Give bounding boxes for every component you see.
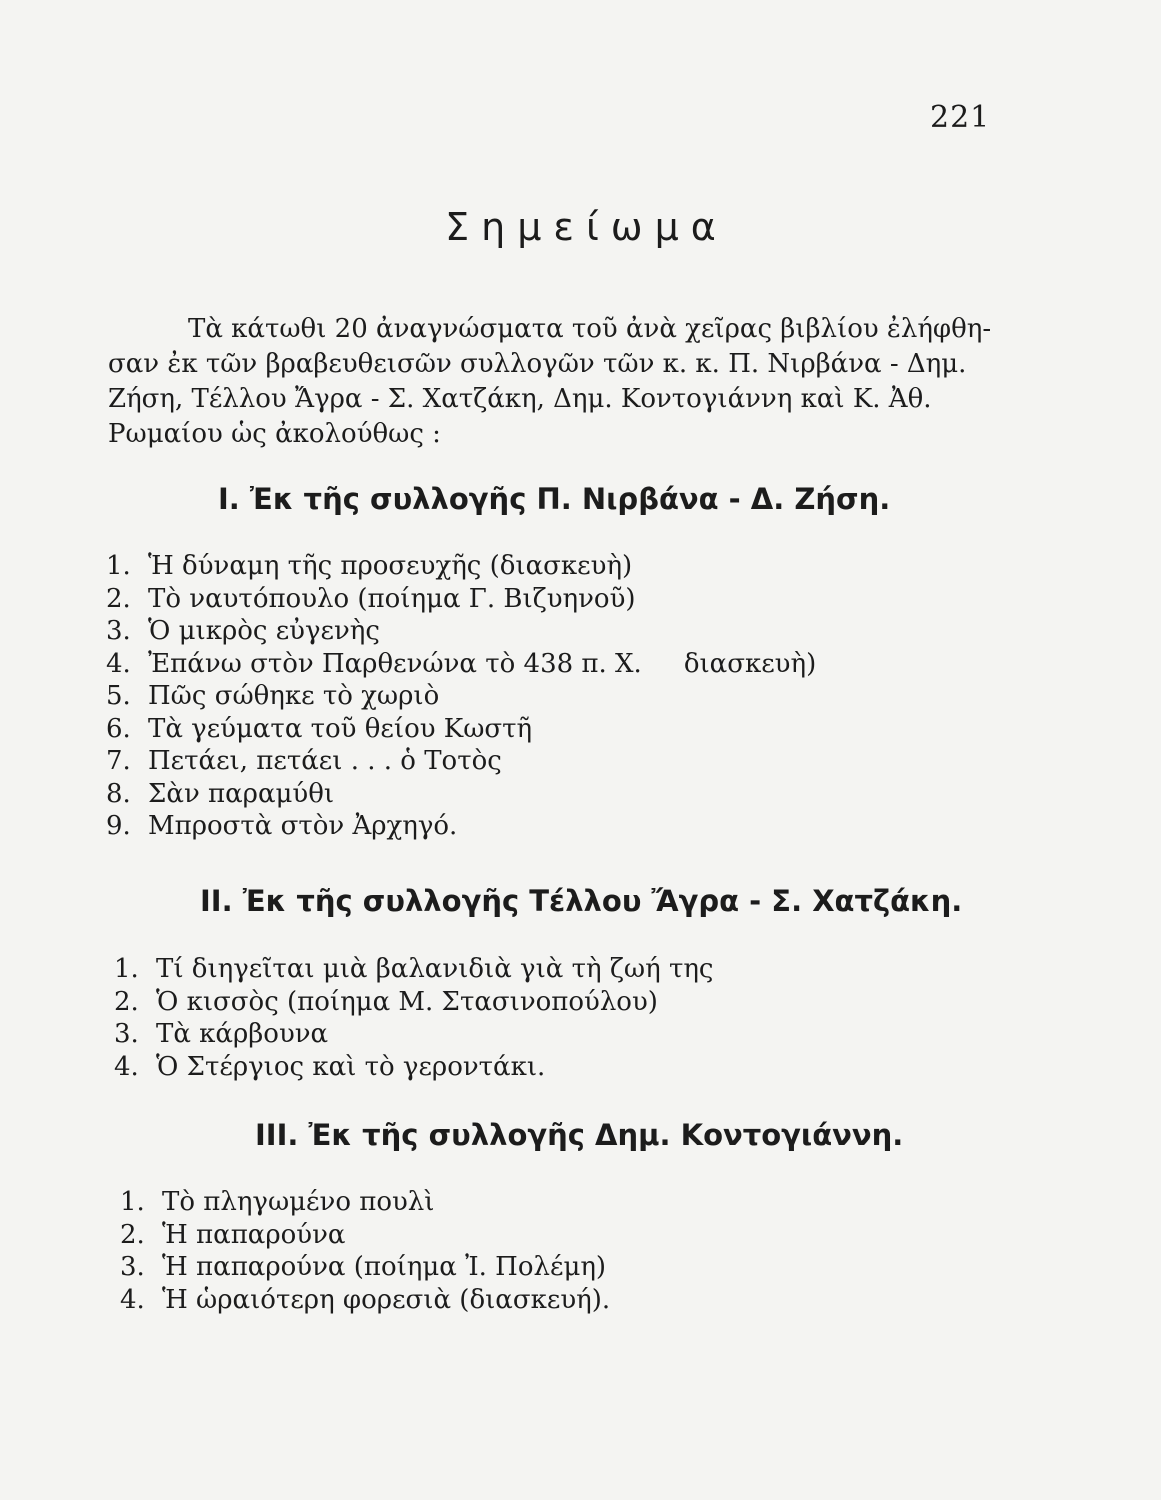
section-heading-1: I. Ἐκ τῆς συλλογῆς Π. Νιρβάνα - Δ. Ζήση. — [218, 482, 891, 516]
list-item: 4. Ὁ Στέργιος καὶ τὸ γεροντάκι. — [114, 1051, 546, 1082]
intro-line: Ρωμαίου ὡς ἀκολούθως : — [108, 419, 441, 449]
section-2-list — [114, 953, 713, 1083]
list-item: 2. Τὸ ναυτόπουλο (ποίημα Γ. Βιζυηνοῦ) — [106, 583, 636, 614]
page-title: Σημείωμα — [445, 205, 728, 249]
list-item: 9. Μπροστὰ στὸν Ἀρχηγό. — [106, 811, 458, 841]
list-item: 8. Σὰν παραμύθι — [106, 778, 335, 809]
list-item: 2. Ἡ παπαρούνα — [120, 1219, 346, 1250]
intro-line: Ζήση, Τέλλου Ἄγρα - Σ. Χατζάκη, Δημ. Κοντογιάννη καὶ Κ. Ἀθ. — [108, 384, 932, 414]
section-3-list — [120, 1186, 610, 1316]
list-item: 3. Ἡ παπαρούνα (ποίημα Ἰ. Πολέμη) — [120, 1252, 607, 1282]
list-item: 1. Τί διηγεῖται μιὰ βαλανιδιὰ γιὰ τὴ ζωή της — [114, 954, 714, 984]
list-item: 4. Ἡ ὡραιότερη φορεσιὰ (διασκευή). — [120, 1284, 611, 1315]
list-item: 4. Ἐπάνω στὸν Παρθενώνα τὸ 438 π. Χ. διασκευὴ) — [106, 648, 817, 679]
intro-line: Τὰ κάτωθι 20 ἀναγνώσματα τοῦ ἀνὰ χεῖρας βιβλίου ἐλήφθη- — [188, 314, 992, 344]
list-item: 3. Τὰ κάρβουνα — [114, 1019, 329, 1049]
list-item: 1. Τὸ πληγωμένο πουλὶ — [120, 1187, 435, 1217]
list-item: 7. Πετάει, πετάει . . . ὁ Τοτὸς — [106, 746, 502, 776]
list-item: 6. Τὰ γεύματα τοῦ θείου Κωστῆ — [106, 713, 533, 744]
intro-paragraph — [108, 312, 1008, 452]
section-heading-2: II. Ἐκ τῆς συλλογῆς Τέλλου Ἄγρα - Σ. Χατζάκη. — [200, 884, 963, 918]
page-number: 221 — [930, 100, 991, 135]
section-1-list — [106, 550, 816, 843]
section-heading-3: III. Ἐκ τῆς συλλογῆς Δημ. Κοντογιάννη. — [255, 1118, 904, 1152]
list-item: 1. Ἡ δύναμη τῆς προσευχῆς (διασκευὴ) — [106, 551, 633, 581]
list-item: 3. Ὁ μικρὸς εὐγενὴς — [106, 616, 380, 646]
intro-line: σαν ἐκ τῶν βραβευθεισῶν συλλογῶν τῶν κ. κ. Π. Νιρβάνα - Δημ. — [108, 349, 967, 379]
list-item: 2. Ὁ κισσὸς (ποίημα Μ. Στασινοπούλου) — [114, 986, 658, 1017]
list-item: 5. Πῶς σώθηκε τὸ χωριὸ — [106, 681, 440, 711]
